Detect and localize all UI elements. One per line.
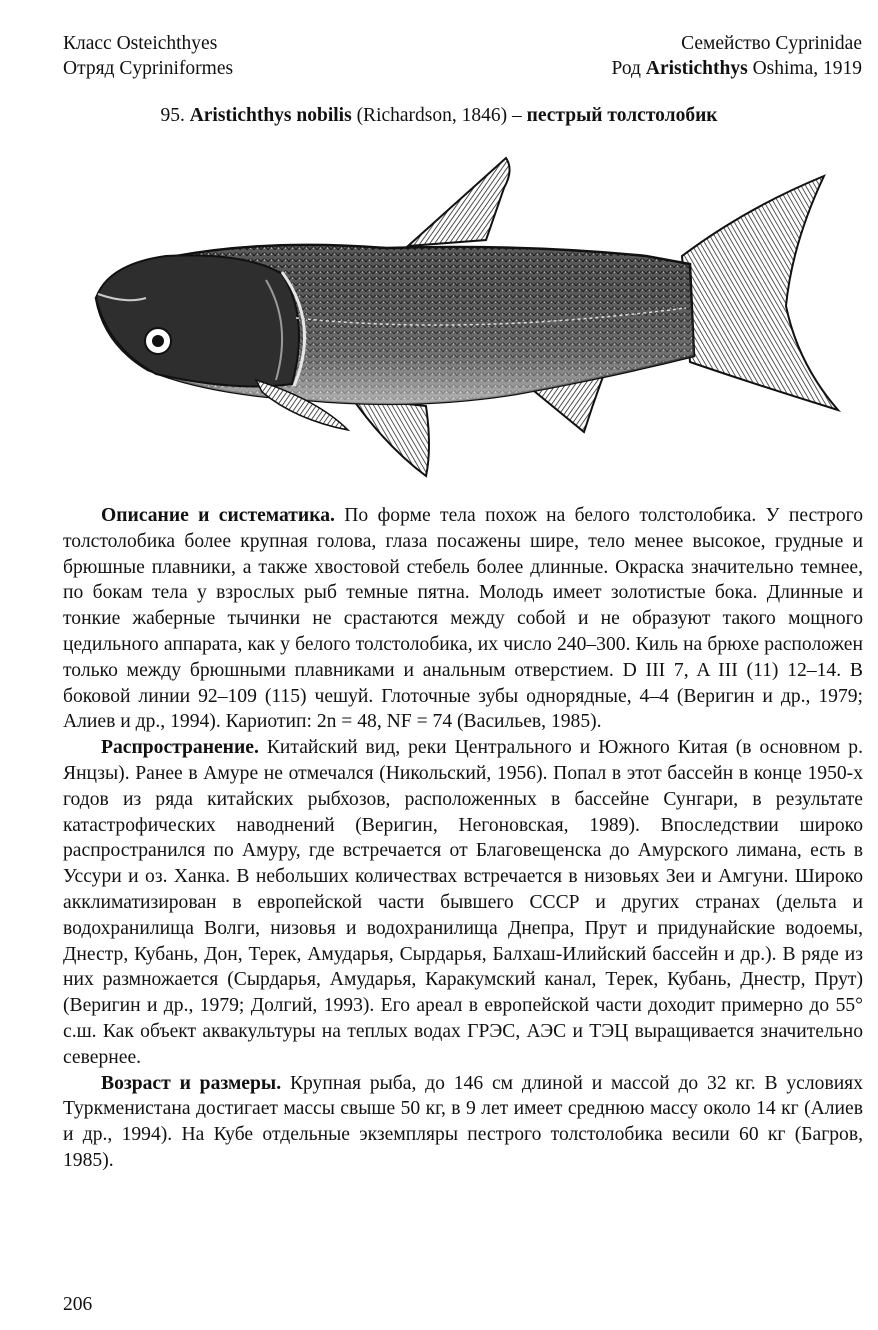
genus-name: Aristichthys (645, 58, 748, 79)
species-common-name: пестрый толстолобик (526, 105, 718, 126)
species-number: 95. (160, 105, 185, 126)
species-latin-name: Aristichthys nobilis (189, 105, 352, 126)
section-body: По форме тела похож на белого толстолобика. У пестрого толстолобика более крупная голова, глаза посажены шире, тело менее высокое, грудные и брюшные плавники, а также хвостовой стебель более длинные. Окраска значительно темнее, по бокам тела у взрослых рыб темные пятна. Молодь имеет золотистые бока. Длинные и тонкие жаберные тычинки не срастаются между собой и не образуют такого мощного цедильного аппарата, как у белого толстолобика, их число 240–300. Киль на брюхе расположен только между брюшными плавниками и анальным отверстием. D III 7, A III (11) 12–14. В боковой линии 92–109 (115) чешуй. Глоточные зубы однорядные, 4–4 (Веригин и др., 1979; Алиев и др., 1994). Кариотип: 2n = 48, NF = 74 (Васильев, 1985). (63, 505, 863, 733)
genus-author: Oshima, 1919 (752, 58, 862, 79)
species-description (63, 503, 863, 1174)
species-author: (Richardson, 1846) – (356, 105, 522, 126)
running-header-right (612, 31, 863, 81)
section-heading: Описание и систематика. (101, 505, 335, 526)
page-number: 206 (63, 1294, 93, 1315)
family-line: Семейство Cyprinidae (681, 33, 862, 54)
section-distribution (63, 735, 863, 1070)
order-line: Отряд Cypriniformes (63, 58, 234, 79)
genus-line (612, 56, 863, 81)
bighead-carp-illustration (86, 148, 846, 488)
section-heading: Распространение. (101, 737, 259, 759)
species-title (0, 103, 878, 129)
class-line: Класс Osteichthyes (63, 33, 218, 54)
running-header-left (63, 31, 233, 81)
section-age-size (63, 1071, 863, 1174)
section-body: Крупная рыба, до 146 см длиной и массой до 32 кг. В условиях Туркменистана достигает массы свыше 50 кг, в 9 лет имеет среднюю массу около 14 кг (Алиев и др., 1994). На Кубе отдельные экземпляры пестрого толстолобика весили 60 кг (Багров, 1985). (63, 1072, 863, 1171)
section-body: Китайский вид, реки Центрального и Южного Китая (в основном р. Янцзы). Ранее в Амуре не отмечался (Никольский, 1956). Попал в этот бассейн в конце 1950-х годов из ряда китайских рыбхозов, расположенных в бассейне Сунгари, в результате катастрофических наводнений (Веригин, Негоновская, 1989). Впоследствии широко распространился по Амуру, где встречается от Благовещенска до Амурского лимана, есть в Уссури и оз. Ханка. В небольших количествах встречается в низовьях Зеи и Амгуни. Широко акклиматизирован в европейской части бывшего СССР и других странах (дельта и водохранилища Волги, низовья и водохранилища Днепра, Прут и придунайские водоемы, Днестр, Кубань, Дон, Терек, Амударья, Сырдарья, Балхаш-Илийский бассейн и др.). В ряде из них размножается (Сырдарья, Амударья, Каракумский канал, Терек, Кубань, Днестр, Прут) (Веригин и др., 1979; Долгий, 1993). Его ареал в европейской части доходит примерно до 55° с.ш. Как объект аквакультуры на теплых водах ГРЭС, АЭС и ТЭЦ выращивается значительно севернее. (63, 737, 863, 1068)
genus-prefix: Род (611, 58, 641, 79)
section-heading: Возраст и размеры. (101, 1072, 282, 1094)
section-description (63, 503, 863, 735)
